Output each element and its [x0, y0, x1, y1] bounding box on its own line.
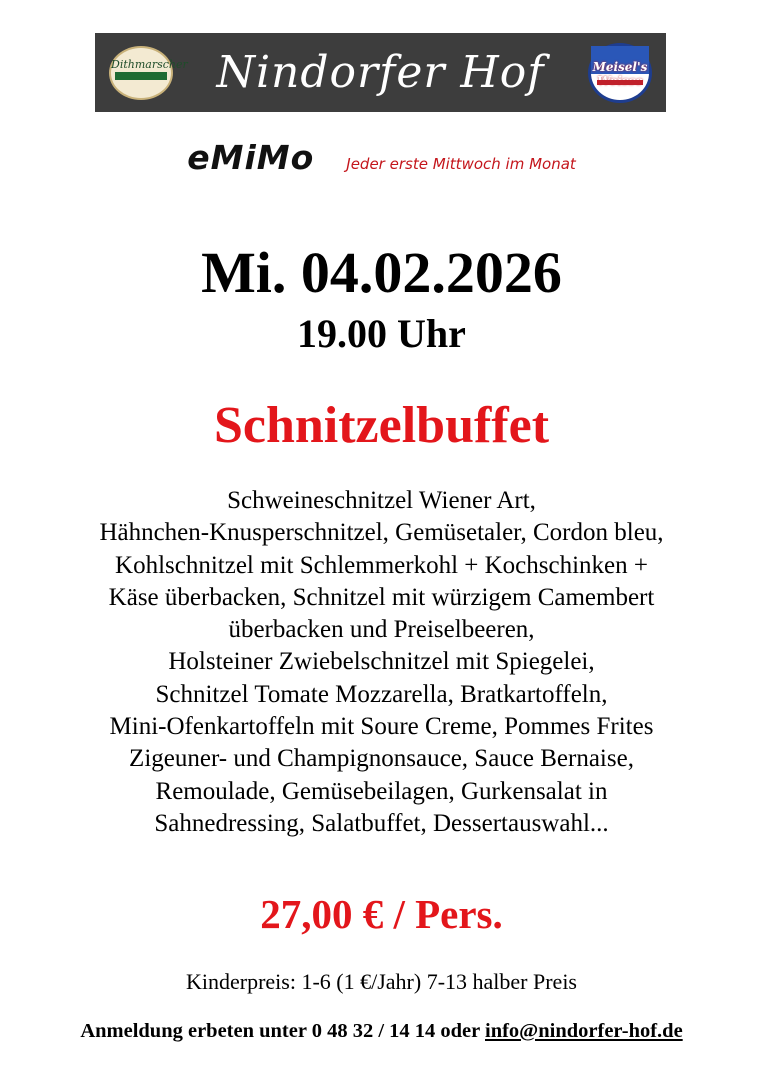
event-title: Schnitzelbuffet — [213, 397, 550, 454]
menu-line: Schweineschnitzel Wiener Art, — [227, 487, 536, 514]
event-time: 19.00 Uhr — [297, 311, 466, 356]
email-link[interactable]: info@nindorfer-hof.de — [485, 1020, 683, 1042]
meisels-weisse-logo — [588, 43, 652, 103]
series-tagline: Jeder erste Mittwoch im Monat — [346, 155, 576, 173]
menu-line: Sahnedressing, Salatbuffet, Dessertauswahl... — [154, 809, 609, 837]
series-name: eMiMo — [187, 138, 315, 177]
menu-line: Mini-Ofenkartoffeln mit Soure Creme, Pommes Frites — [109, 713, 654, 741]
menu-line: Käse überbacken, Schnitzel mit würzigem Camembert — [108, 583, 655, 611]
meisels-weisse-logo-text: Meisel's — [592, 59, 648, 74]
restaurant-name: Nindorfer Hof — [216, 47, 545, 98]
price-per-person: 27,00 € / Pers. — [260, 891, 503, 937]
menu-line: Kohlschnitzel mit Schlemmerkohl + Kochschinken + — [115, 551, 648, 579]
menu-line: Remoulade, Gemüsebeilagen, Gurkensalat in — [155, 777, 608, 805]
event-date: Mi. 04.02.2026 — [201, 240, 562, 305]
menu-description — [0, 485, 763, 840]
menu-line: überbacken und Preiselbeeren, — [228, 616, 535, 644]
menu-line: Schnitzel Tomate Mozzarella, Bratkartoffeln, — [155, 680, 608, 708]
menu-line: Hähnchen-Knusperschnitzel, Gemüsetaler, Cordon bleu, — [99, 519, 664, 547]
signup-text: Anmeldung erbeten unter 0 48 32 / 14 14 oder — [80, 1020, 485, 1042]
kids-price: Kinderpreis: 1-6 (1 €/Jahr) 7-13 halber Preis — [185, 969, 577, 994]
menu-line: Holsteiner Zwiebelschnitzel mit Spiegelei, — [168, 648, 595, 676]
header-banner — [95, 33, 666, 112]
dithmarscher-logo-text: Dithmarscher — [111, 57, 188, 71]
signup-line — [0, 1016, 763, 1046]
menu-line: Zigeuner- und Champignonsauce, Sauce Bernaise, — [129, 745, 634, 773]
series-row — [0, 138, 763, 178]
dithmarscher-logo — [109, 46, 188, 100]
